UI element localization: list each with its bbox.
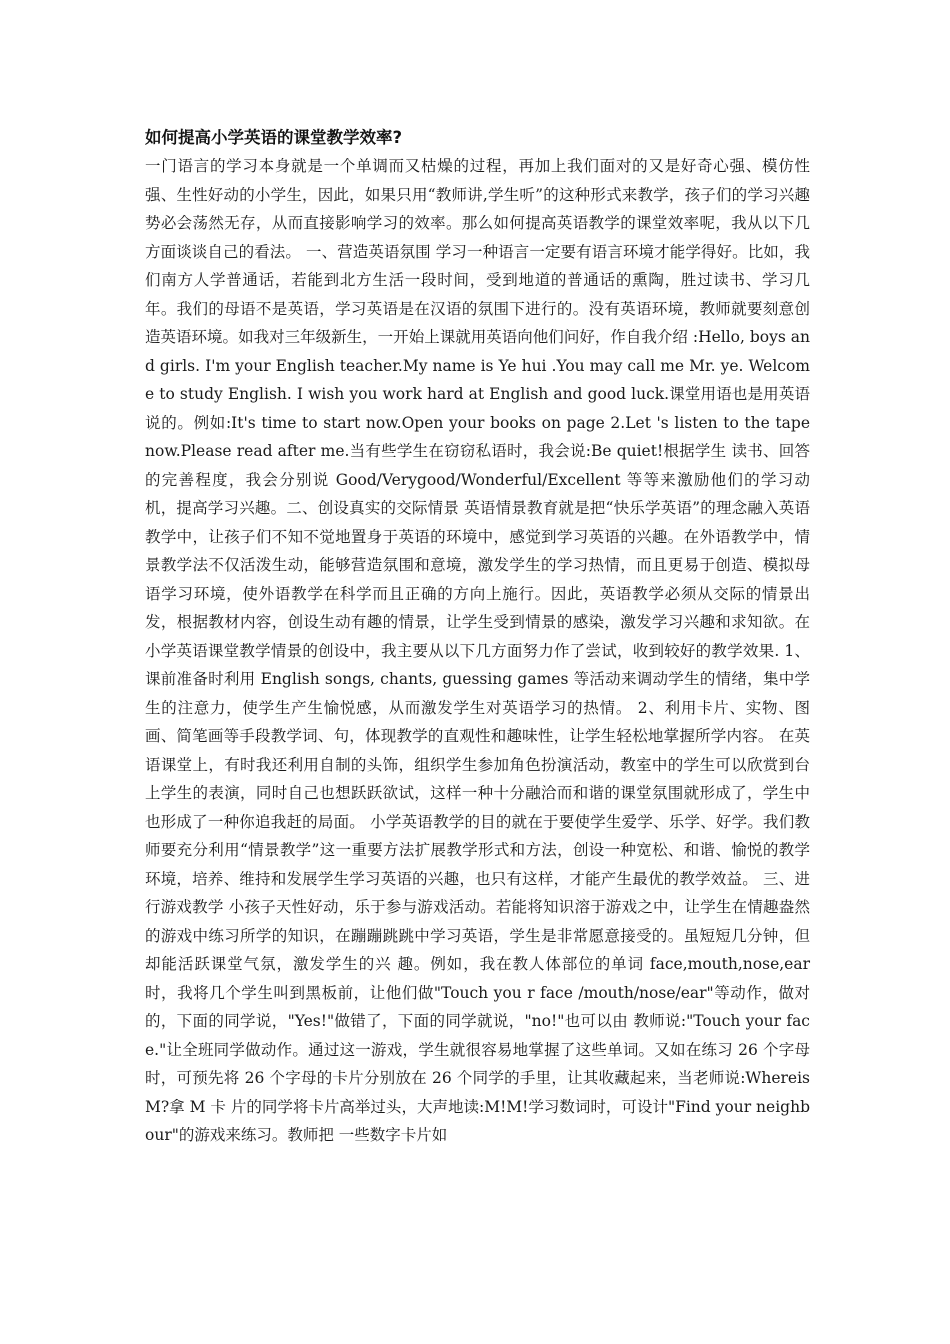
document-body: 一门语言的学习本身就是一个单调而又枯燥的过程，再加上我们面对的又是好奇心强、模仿性强、生性好动的小学生，因此，如果只用“教师讲,学生听”的这种形式来教学，孩子们的学习兴趣势必会荡然无存，从而直接影响学习的效率。那么如何提高英语教学的课堂效率呢，我从以下几方面谈谈自己的看法。 一、营造英语氛围 学习一种语言一定要有语言环境才能学得好。比如，我们南方人学普通话，若能到北方生活一段时间，受到地道的普通话的熏陶，胜过读书、学习几年。我们的母语不是英语，学习英语是在汉语的氛围下进行的。没有英语环境，教师就要刻意创造英语环境。如我对三年级新生，一开始上课就用英语向他们问好，作自我介绍 :Hello, boys and girls. I'm your English teacher.My name is Ye hui .You may call me Mr. ye. Welcome to study English. I wish you work hard at English and good luck.课堂用语也是用英语说的。例如:It's time to start now.Open your books on page 2.Let 's listen to the tape now.Please read after me.当有些学生在窃窃私语时，我会说:Be quiet!根据学生 读书、回答的完善程度，我会分别说 Good/Verygood/Wonderful/Excellent 等等来激励他们的学习动机，提高学习兴趣。二、创设真实的交际情景 英语情景教育就是把“快乐学英语”的理念融入英语教学中，让孩子们不知不觉地置身于英语的环境中，感觉到学习英语的兴趣。在外语教学中，情景教学法不仅活泼生动，能够营造氛围和意境，激发学生的学习热情，而且更易于创造、模拟母语学习环境，使外语教学在科学而且正确的方向上施行。因此，英语教学必须从交际的情景出发，根据教材内容，创设生动有趣的情景，让学生受到情景的感染，激发学习兴趣和求知欲。在小学英语课堂教学情景的创设中，我主要从以下几方面努力作了尝试，收到较好的教学效果. 1、课前准备时利用 English songs, chants, guessing games 等活动来调动学生的情绪，集中学生的注意力，使学生产生愉悦感，从而激发学生对英语学习的热情。 2、利用卡片、实物、图画、简笔画等手段教学词、句，体现教学的直观性和趣味性，让学生轻松地掌握所学内容。 在英语课堂上，有时我还利用自制的头饰，组织学生参加角色扮演活动，教室中的学生可以欣赏到台上学生的表演，同时自己也想跃跃欲试，这样一种十分融洽而和谐的课堂氛围就形成了，学生中也形成了一种你追我赶的局面。 小学英语教学的目的就在于要使学生爱学、乐学、好学。我们教师要充分利用“情景教学”这一重要方法扩展教学形式和方法，创设一种宽松、和谐、愉悦的教学环境，培养、维持和发展学生学习英语的兴趣，也只有这样，才能产生最优的教学效益。 三、进行游戏教学 小孩子天性好动，乐于参与游戏活动。若能将知识溶于游戏之中，让学生在情趣盎然的游戏中练习所学的知识，在蹦蹦跳跳中学习英语，学生是非常愿意接受的。虽短短几分钟，但却能活跃课堂气氛，激发学生的兴 趣。例如，我在教人体部位的单词 face,mouth,nose,ear 时，我将几个学生叫到黑板前，让他们做"Touch you r face /mouth/nose/ear"等动作，做对的，下面的同学说，"Yes!"做错了，下面的同学就说，"no!"也可以由 教师说:"Touch your face."让全班同学做动作。通过这一游戏，学生就很容易地掌握了这些单词。又如在练习 26 个字母时，可预先将 26 个字母的卡片分别放在 26 个同学的手里，让其收藏起来，当老师说:Whereis M?拿 M 卡 片的同学将卡片高举过头，大声地读:M!M!学习数词时，可设计"Find your neighbour"的游戏来练习。教师把 一些数字卡片如 [145, 157, 810, 1144]
document-page [145, 124, 810, 1150]
document-title: 如何提高小学英语的课堂教学效率? [145, 128, 403, 147]
